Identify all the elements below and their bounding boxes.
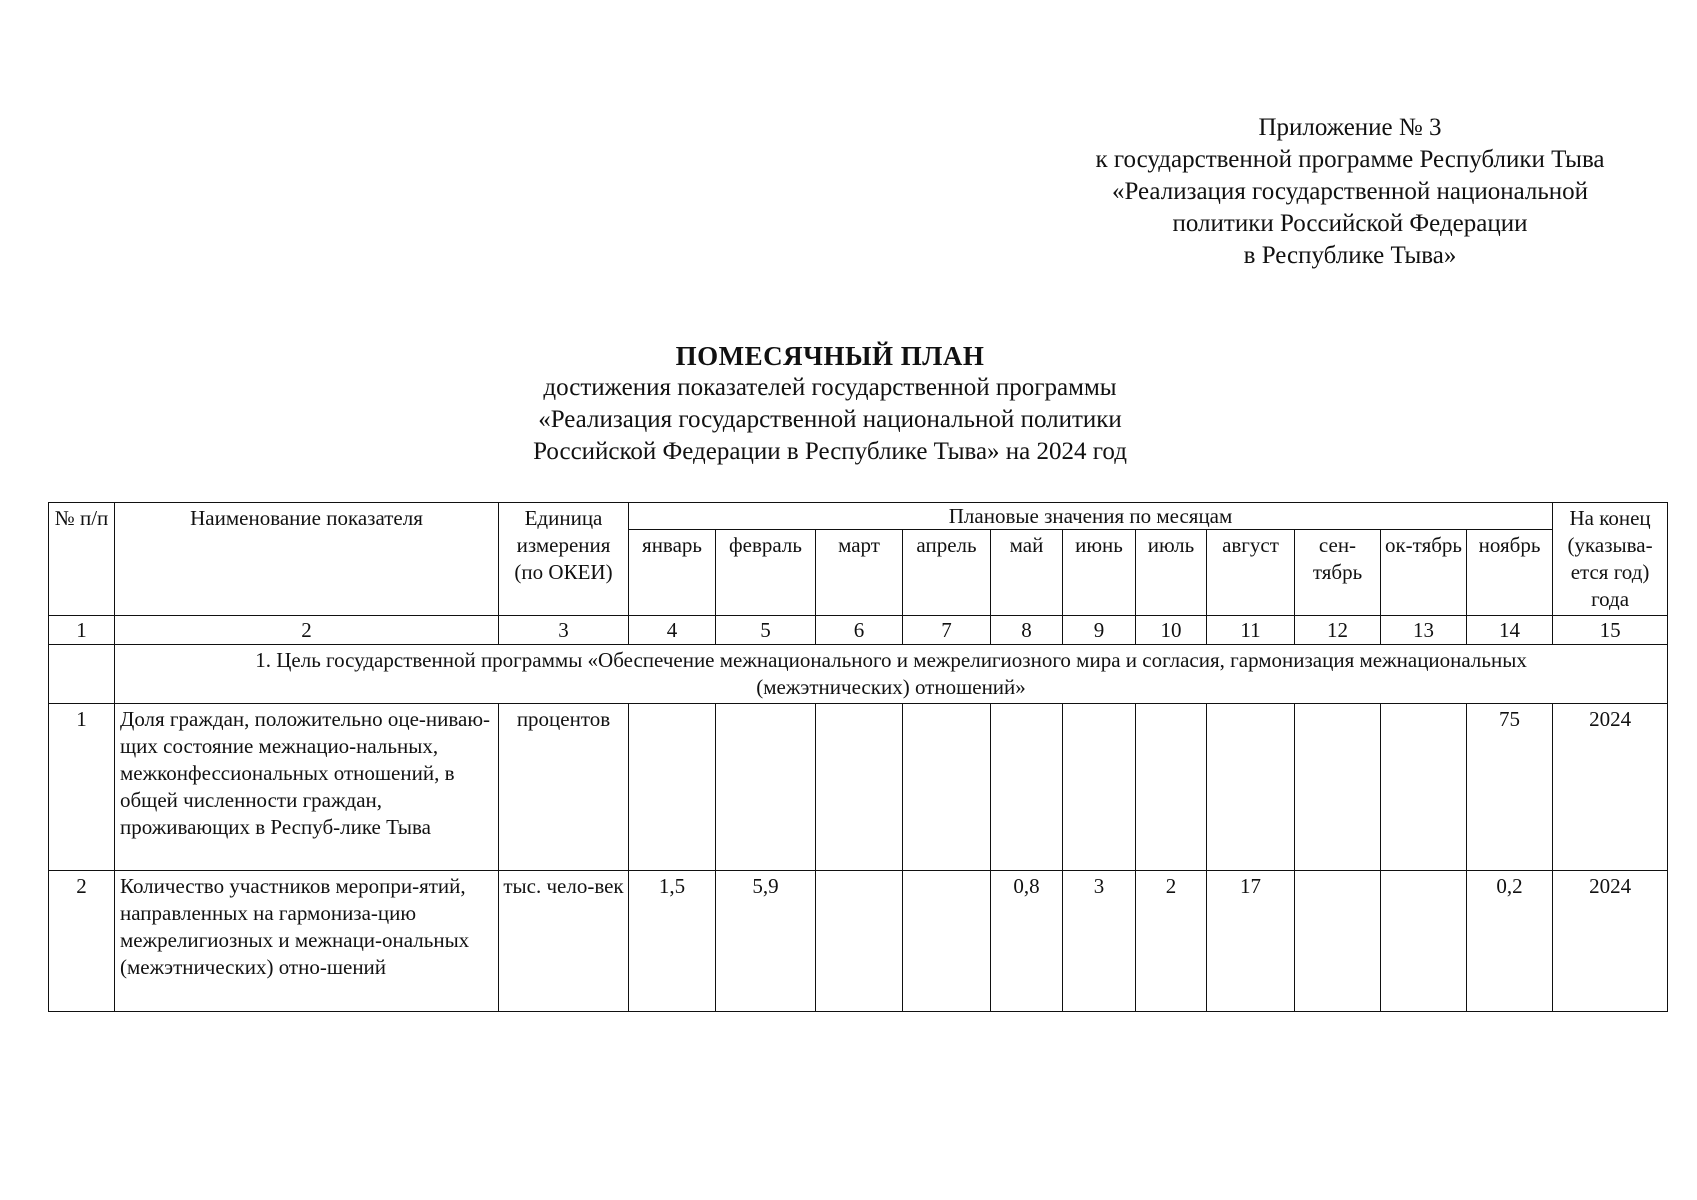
month-value xyxy=(1381,871,1467,1012)
month-value: 5,9 xyxy=(716,871,816,1012)
month-value xyxy=(1381,704,1467,871)
month-value xyxy=(716,704,816,871)
appendix-line: Приложение № 3 xyxy=(1258,114,1442,141)
appendix-line: «Реализация государственной национальной xyxy=(1111,178,1589,205)
document-title xyxy=(380,340,1280,468)
end-year: 2024 xyxy=(1553,704,1668,871)
header-monthly-group: Плановые значения по месяцам xyxy=(629,503,1553,530)
column-number: 9 xyxy=(1063,616,1136,645)
subtitle-line: Российской Федерации в Республике Тыва» на 2024 год xyxy=(533,438,1127,465)
header-num: № п/п xyxy=(49,503,115,616)
column-number: 13 xyxy=(1381,616,1467,645)
header-month: январь xyxy=(629,530,716,616)
appendix-header xyxy=(1040,112,1660,272)
header-month: июль xyxy=(1136,530,1207,616)
column-number: 6 xyxy=(816,616,903,645)
table-row xyxy=(49,704,1668,871)
column-number: 7 xyxy=(903,616,991,645)
header-month: август xyxy=(1207,530,1295,616)
month-value xyxy=(903,704,991,871)
end-year: 2024 xyxy=(1553,871,1668,1012)
header-row-1 xyxy=(49,503,1668,530)
appendix-line: в Республике Тыва» xyxy=(1243,242,1457,269)
header-month: июнь xyxy=(1063,530,1136,616)
month-value: 0,8 xyxy=(991,871,1063,1012)
header-month: ноябрь xyxy=(1467,530,1553,616)
column-number: 2 xyxy=(115,616,499,645)
indicator-unit: тыс. чело-век xyxy=(499,871,629,1012)
month-value: 1,5 xyxy=(629,871,716,1012)
column-number: 4 xyxy=(629,616,716,645)
month-value xyxy=(1207,704,1295,871)
row-num: 1 xyxy=(49,704,115,871)
header-unit: Единица измерения (по ОКЕИ) xyxy=(499,503,629,616)
header-name: Наименование показателя xyxy=(115,503,499,616)
month-value xyxy=(629,704,716,871)
column-number: 14 xyxy=(1467,616,1553,645)
column-number: 1 xyxy=(49,616,115,645)
goal-text: 1. Цель государственной программы «Обеспечение межнационального и межрелигиозного мира и согласия, гармонизация межнациональных (межэтнических) отношений» xyxy=(115,645,1668,704)
row-num: 2 xyxy=(49,871,115,1012)
main-title: ПОМЕСЯЧНЫЙ ПЛАН xyxy=(675,341,985,371)
header-month: сен-тябрь xyxy=(1295,530,1381,616)
column-number: 5 xyxy=(716,616,816,645)
month-value xyxy=(903,871,991,1012)
month-value: 17 xyxy=(1207,871,1295,1012)
month-value xyxy=(991,704,1063,871)
month-value: 0,2 xyxy=(1467,871,1553,1012)
month-value xyxy=(1063,704,1136,871)
indicator-name: Количество участников меропри-ятий, направленных на гармониза-цию межрелигиозных и межнаци-ональных (межэтнических) отно-шений xyxy=(115,871,499,1012)
month-value: 2 xyxy=(1136,871,1207,1012)
column-number: 15 xyxy=(1553,616,1668,645)
month-value xyxy=(816,704,903,871)
column-number: 10 xyxy=(1136,616,1207,645)
table-row xyxy=(49,871,1668,1012)
indicator-name: Доля граждан, положительно оце-нивающих состояние межнацио-нальных, межконфессиональных отношений, в общей численности граждан, проживающих в Респуб-лике Тыва xyxy=(115,704,499,871)
appendix-line: политики Российской Федерации xyxy=(1172,210,1528,237)
column-number: 11 xyxy=(1207,616,1295,645)
header-month: ок-тябрь xyxy=(1381,530,1467,616)
plan-table xyxy=(48,502,1668,1012)
goal-empty-cell xyxy=(49,645,115,704)
subtitle-line: «Реализация государственной национальной политики xyxy=(538,406,1122,433)
month-value: 3 xyxy=(1063,871,1136,1012)
header-month: февраль xyxy=(716,530,816,616)
month-value xyxy=(1295,871,1381,1012)
header-month: март xyxy=(816,530,903,616)
subtitle-line: достижения показателей государственной программы xyxy=(543,374,1117,401)
appendix-line: к государственной программе Республики Тыва xyxy=(1095,146,1605,173)
month-value: 75 xyxy=(1467,704,1553,871)
column-number: 8 xyxy=(991,616,1063,645)
month-value xyxy=(1295,704,1381,871)
month-value xyxy=(1136,704,1207,871)
header-month: апрель xyxy=(903,530,991,616)
header-month: май xyxy=(991,530,1063,616)
column-number-row xyxy=(49,616,1668,645)
goal-row xyxy=(49,645,1668,704)
column-number: 3 xyxy=(499,616,629,645)
column-number: 12 xyxy=(1295,616,1381,645)
indicator-unit: процентов xyxy=(499,704,629,871)
month-value xyxy=(816,871,903,1012)
header-end: На конец (указыва-ется год) года xyxy=(1553,503,1668,616)
